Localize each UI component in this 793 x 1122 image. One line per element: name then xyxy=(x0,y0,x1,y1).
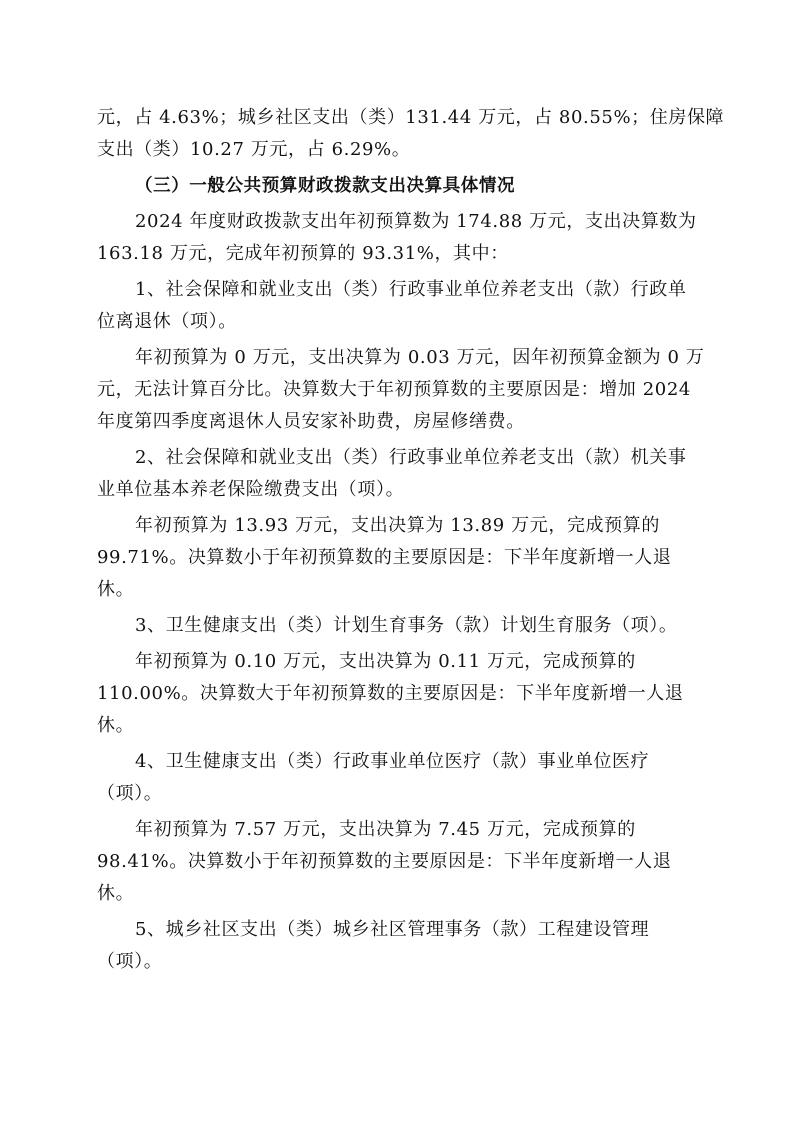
text-line: 年初预算为 0.10 万元，支出决算为 0.11 万元，完成预算的 xyxy=(135,651,636,672)
paragraph-summary xyxy=(97,206,697,270)
text-line: 休。 xyxy=(97,883,135,904)
text-line: 元，占 4.63%；城乡社区支出（类）131.44 万元，占 80.55%；住房保障 xyxy=(97,107,725,128)
item-1-detail xyxy=(97,342,705,438)
text-line: （项）。 xyxy=(97,783,163,804)
text-line: 2024 年度财政拨款支出年初预算数为 174.88 万元，支出决算数为 xyxy=(135,211,697,232)
section-heading xyxy=(97,170,697,202)
item-5-title xyxy=(97,914,697,978)
text-line: （项）。 xyxy=(97,951,163,972)
heading-line: （三）一般公共预算财政拨款支出决算具体情况 xyxy=(135,176,516,196)
item-2-detail xyxy=(97,510,697,606)
text-line: 110.00%。决算数大于年初预算数的主要原因是：下半年度新增一人退 xyxy=(97,683,684,704)
text-line: 2、社会保障和就业支出（类）行政事业单位养老支出（款）机关事 xyxy=(135,447,687,468)
text-line: 休。 xyxy=(97,579,135,600)
text-line: 1、社会保障和就业支出（类）行政事业单位养老支出（款）行政单 xyxy=(135,279,687,300)
text-line: 4、卫生健康支出（类）行政事业单位医疗（款）事业单位医疗 xyxy=(135,751,650,772)
paragraph-continuation xyxy=(97,102,725,166)
text-line: 业单位基本养老保险缴费支出（项）。 xyxy=(97,479,405,500)
text-line: 年初预算为 0 万元，支出决算为 0.03 万元，因年初预算金额为 0 万 xyxy=(135,347,705,368)
text-line: 5、城乡社区支出（类）城乡社区管理事务（款）工程建设管理 xyxy=(135,919,650,940)
text-line: 元，无法计算百分比。决算数大于年初预算数的主要原因是：增加 2024 xyxy=(97,379,691,400)
item-1-title xyxy=(97,274,697,338)
item-4-title xyxy=(97,746,697,810)
item-3-title xyxy=(97,610,697,642)
text-line: 支出（类）10.27 万元，占 6.29%。 xyxy=(97,139,411,160)
document-body xyxy=(97,102,725,978)
item-3-detail xyxy=(97,646,697,742)
text-line: 休。 xyxy=(97,715,135,736)
text-line: 位离退休（项）。 xyxy=(97,311,237,332)
text-line: 99.71%。决算数小于年初预算数的主要原因是：下半年度新增一人退 xyxy=(97,547,672,568)
item-2-title xyxy=(97,442,697,506)
item-4-detail xyxy=(97,814,697,910)
text-line: 98.41%。决算数小于年初预算数的主要原因是：下半年度新增一人退 xyxy=(97,851,672,872)
text-line: 3、卫生健康支出（类）计划生育事务（款）计划生育服务（项）。 xyxy=(135,615,678,636)
text-line: 163.18 万元，完成年初预算的 93.31%，其中： xyxy=(97,243,509,264)
text-line: 年初预算为 13.93 万元，支出决算为 13.89 万元，完成预算的 xyxy=(135,515,660,536)
text-line: 年度第四季度离退休人员安家补助费，房屋修缮费。 xyxy=(97,411,525,432)
text-line: 年初预算为 7.57 万元，支出决算为 7.45 万元，完成预算的 xyxy=(135,819,636,840)
